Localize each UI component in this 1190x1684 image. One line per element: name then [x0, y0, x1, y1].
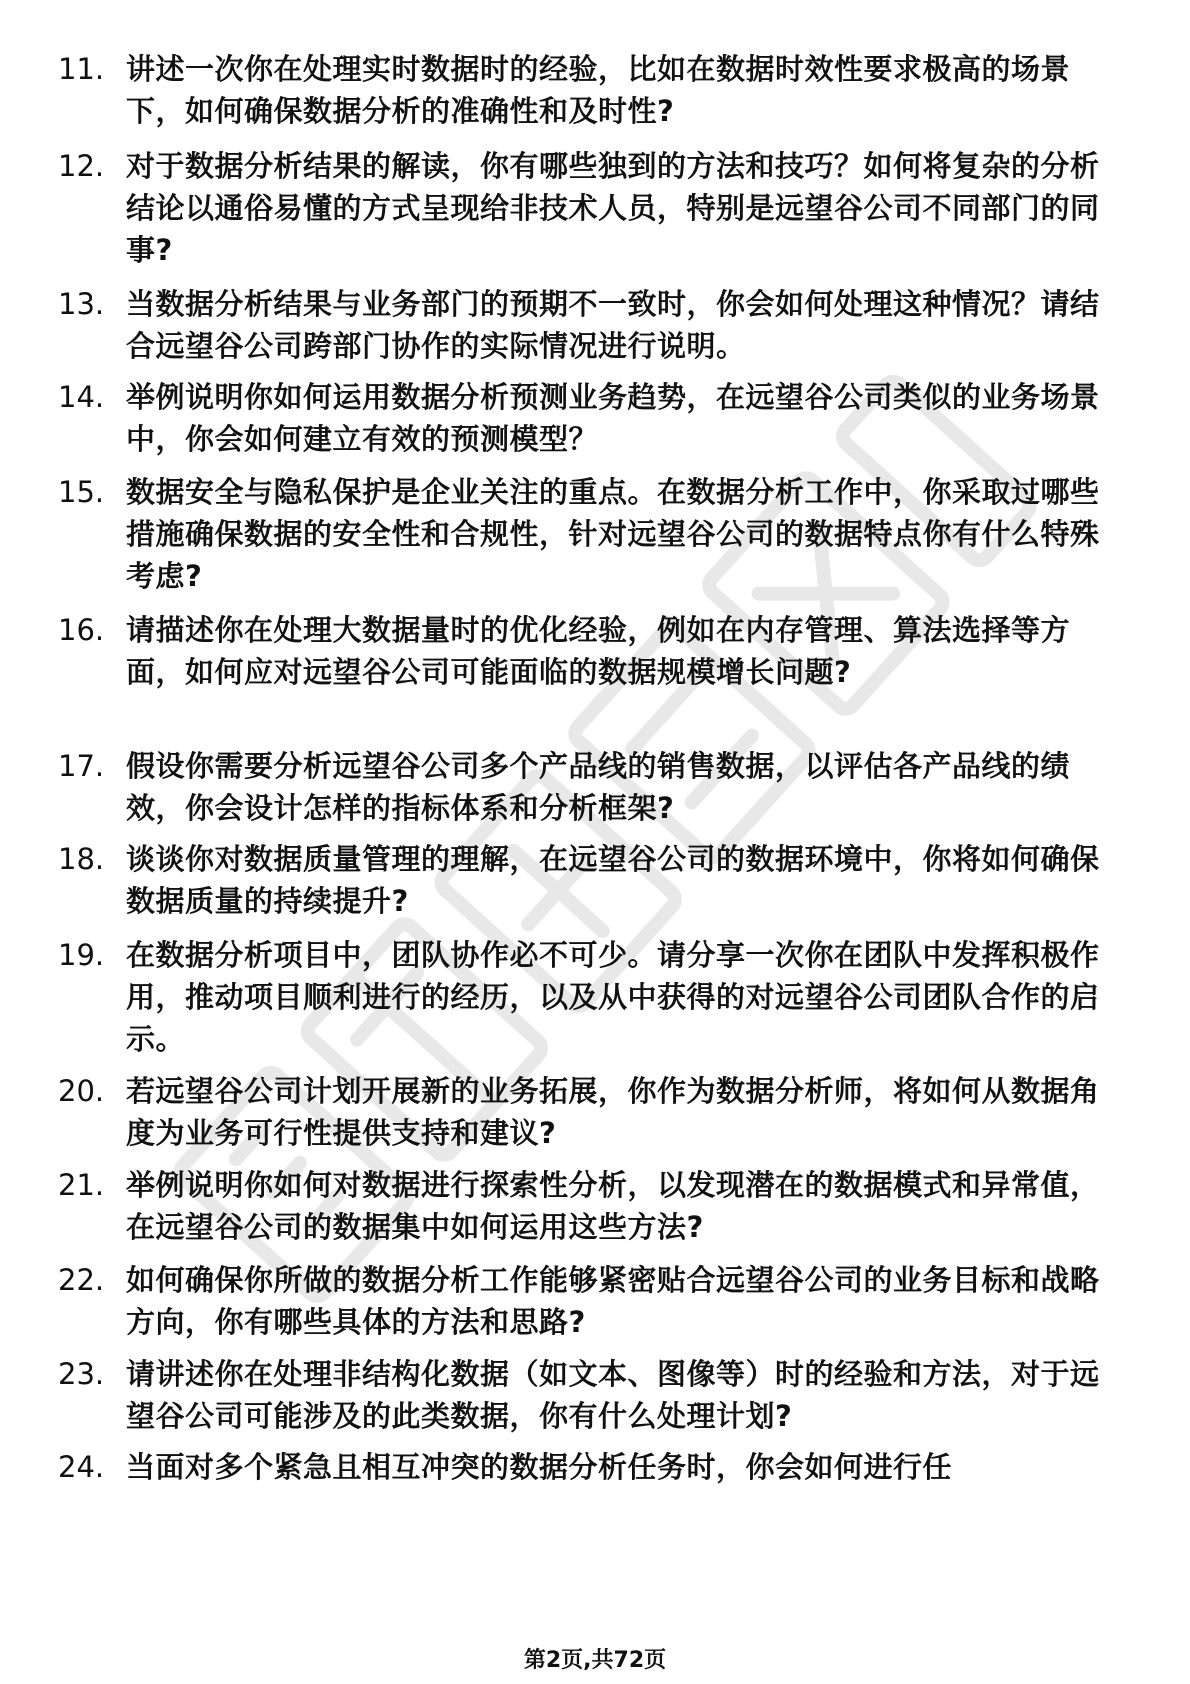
question-text: 对于数据分析结果的解读，你有哪些独到的方法和技巧？如何将复杂的分析结论以通俗易懂的方式呈现给非技术人员，特别是远望谷公司不同部门的同事?	[126, 149, 1100, 267]
question-text: 数据安全与隐私保护是企业关注的重点。在数据分析工作中，你采取过哪些措施确保数据的安全性和合规性，针对远望谷公司的数据特点你有什么特殊考虑?	[126, 475, 1100, 593]
question-item	[58, 145, 1138, 271]
question-number: 12.	[58, 149, 105, 183]
question-number: 23.	[58, 1357, 105, 1391]
question-item	[58, 1446, 1138, 1488]
question-number: 21.	[58, 1168, 105, 1202]
question-number: 15.	[58, 475, 105, 509]
question-number: 20.	[58, 1074, 105, 1108]
question-item	[58, 471, 1138, 597]
page-footer: 第2页,共72页	[523, 1648, 667, 1673]
question-number: 24.	[58, 1450, 105, 1484]
question-number: 22.	[58, 1263, 105, 1297]
question-number: 11.	[58, 52, 105, 86]
question-text: 举例说明你如何对数据进行探索性分析，以发现潜在的数据模式和异常值，在远望谷公司的数据集中如何运用这些方法?	[126, 1168, 1100, 1244]
question-item	[58, 1164, 1138, 1248]
question-text: 在数据分析项目中，团队协作必不可少。请分享一次你在团队中发挥积极作用，推动项目顺利进行的经历，以及从中获得的对远望谷公司团队合作的启示。	[126, 938, 1100, 1056]
question-text: 当面对多个紧急且相互冲突的数据分析任务时，你会如何进行任	[126, 1450, 953, 1484]
question-number: 16.	[58, 613, 105, 647]
question-text: 请讲述你在处理非结构化数据（如文本、图像等）时的经验和方法，对于远望谷公司可能涉及的此类数据，你有什么处理计划?	[126, 1357, 1100, 1433]
question-text: 假设你需要分析远望谷公司多个产品线的销售数据，以评估各产品线的绩效，你会设计怎样的指标体系和分析框架?	[126, 749, 1071, 825]
question-text: 如何确保你所做的数据分析工作能够紧密贴合远望谷公司的业务目标和战略方向，你有哪些具体的方法和思路?	[126, 1263, 1100, 1339]
question-number: 14.	[58, 380, 105, 414]
question-number: 13.	[58, 287, 105, 321]
question-item	[58, 934, 1138, 1060]
question-item	[58, 1070, 1138, 1154]
question-text: 若远望谷公司计划开展新的业务拓展，你作为数据分析师，将如何从数据角度为业务可行性提供支持和建议?	[126, 1074, 1100, 1150]
question-item	[58, 838, 1138, 922]
question-number: 18.	[58, 842, 105, 876]
question-item	[58, 283, 1138, 367]
question-item	[58, 1353, 1138, 1437]
question-text: 举例说明你如何运用数据分析预测业务趋势，在远望谷公司类似的业务场景中，你会如何建立有效的预测模型？	[126, 380, 1100, 456]
question-text: 谈谈你对数据质量管理的理解，在远望谷公司的数据环境中，你将如何确保数据质量的持续提升?	[126, 842, 1100, 918]
question-text: 当数据分析结果与业务部门的预期不一致时，你会如何处理这种情况？请结合远望谷公司跨部门协作的实际情况进行说明。	[126, 287, 1100, 363]
question-number: 19.	[58, 938, 105, 972]
question-text: 讲述一次你在处理实时数据时的经验，比如在数据时效性要求极高的场景下，如何确保数据分析的准确性和及时性?	[126, 52, 1071, 128]
question-item	[58, 376, 1138, 460]
question-item	[58, 1259, 1138, 1343]
question-text: 请描述你在处理大数据量时的优化经验，例如在内存管理、算法选择等方面，如何应对远望谷公司可能面临的数据规模增长问题?	[126, 613, 1071, 689]
question-number: 17.	[58, 749, 105, 783]
question-item	[58, 745, 1138, 829]
question-item	[58, 48, 1138, 132]
question-item	[58, 609, 1138, 693]
